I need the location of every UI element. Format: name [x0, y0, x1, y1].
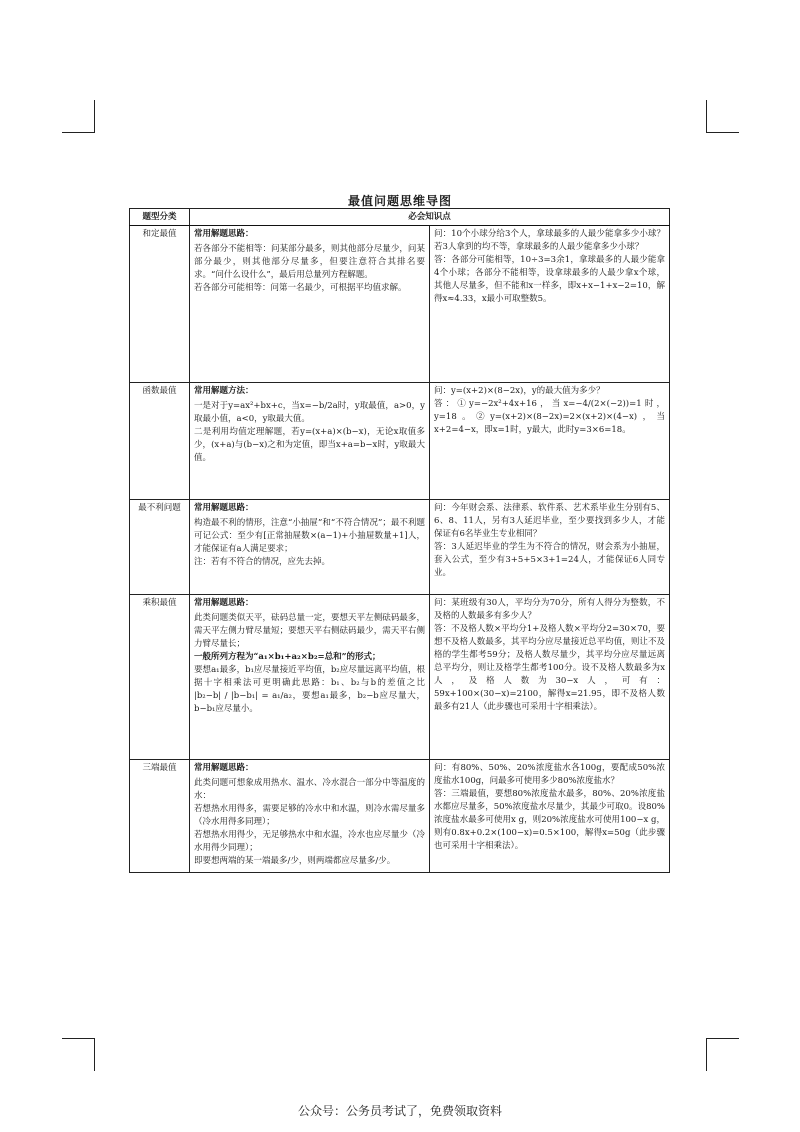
example-answer: 答：不及格人数×平均分1+及格人数×平均分2=30×70，要想不及格人数最多，其平均分应尽量接近总平均值，则让不及格的学生都考59分；及格人数尽量少，其平均分应尽量远离总平均分，则让及格学生都考100分。设不及格人数最多为x人，及格人数为30−x人，可有：59x+100×(30−x)=2100，解得x=21.95，即不及格人数最多有21人（此步骤也可采用十字相乘法）。 — [434, 624, 666, 712]
table-row — [130, 595, 670, 760]
method-line: 一是对于y=ax²+bx+c，当x=−b/2a时，y取最值，a>0，y取最小值，a<0，y取最大值。 — [194, 401, 425, 424]
method-line: 若想热水用得多，需要足够的冷水中和水温，则冷水需尽量多（冷水用得多同理）； — [194, 804, 425, 827]
crop-mark-top-left — [62, 100, 95, 133]
method-cell — [190, 226, 430, 383]
method-title: 常用解题思路： — [194, 598, 254, 608]
example-cell — [430, 500, 670, 595]
method-cell — [190, 383, 430, 500]
method-title: 常用解题思路： — [194, 229, 254, 239]
method-line: 构造最不利的情形，注意“小抽屉”和“不符合情况”；最不利题可记公式：至少有[正常抽屉数×(a−1)+小抽屉数量+1]人，才能保证有a人满足要求； — [194, 518, 425, 554]
example-question: 问：今年财会系、法律系、软件系、艺术系毕业生分别有5、6、8、11人，另有3人延迟毕业，至少要找到多少人，才能保证有6名毕业生专业相同？ — [434, 503, 666, 539]
example-cell — [430, 383, 670, 500]
example-cell — [430, 595, 670, 760]
table-row — [130, 226, 670, 383]
category-cell: 乘积最值 — [130, 595, 190, 760]
table-header-row — [130, 209, 670, 226]
method-line: 若各部分不能相等：问某部分最多，则其他部分尽量少，问某部分最少，则其他部分尽量多，但要注意符合其排名要求。“问什么设什么”，最后用总量列方程解题。 — [194, 244, 425, 280]
category-cell: 最不利问题 — [130, 500, 190, 595]
example-question: 问：y=(x+2)×(8−2x)，y的最大值为多少？ — [434, 386, 605, 396]
footer-watermark-text: 公众号：公务员考试了，免费领取资料 — [297, 1104, 502, 1118]
method-line: 即要想两端的某一端最多/少，则两端都应尽量多/少。 — [194, 856, 396, 866]
method-title: 常用解题思路： — [194, 763, 254, 773]
method-cell — [190, 500, 430, 595]
header-knowledge: 必会知识点 — [190, 209, 670, 226]
mind-map-table — [129, 208, 670, 873]
method-title: 常用解题思路： — [194, 503, 254, 513]
method-line: 要想a₁最多，b₁应尽量接近平均值，b₂应尽量远离平均值，根据十字相乘法可更明确此思路：b₁、b₂与b的差值之比 |b₂−b| / |b−b₁| = a₁/a₂，要想a₁最多，b₂−b应尽量大，b−b₁应尽量小。 — [194, 665, 425, 714]
method-line: 此类问题可想象成用热水、温水、冷水混合一部分中等温度的水： — [194, 778, 425, 801]
table-row — [130, 500, 670, 595]
example-question: 问：某班级有30人，平均分为70分，所有人得分为整数，不及格的人数最多有多少人？ — [434, 598, 666, 621]
method-cell — [190, 760, 430, 873]
table-row — [130, 760, 670, 873]
crop-mark-top-right — [706, 100, 739, 133]
example-answer: 答：3人延迟毕业的学生为不符合的情况，财会系为小抽屉，套入公式，至少有3+5+5×3+1=24人，才能保证6人同专业。 — [434, 542, 666, 578]
method-line: 若想热水用得少，无足够热水中和水温，冷水也应尽量少（冷水用得少同理）； — [194, 830, 425, 853]
method-line: 若各部分可能相等：问第一名最少，可根据平均值求解。 — [194, 283, 407, 293]
category-cell: 和定最值 — [130, 226, 190, 383]
method-line: 二是利用均值定理解题，若y=(x+a)×(b−x)，无论x取值多少，(x+a)与(b−x)之和为定值，即当x+a=b−x时，y取最大值。 — [194, 427, 425, 463]
example-cell — [430, 226, 670, 383]
category-cell: 三端最值 — [130, 760, 190, 873]
method-line: 注：若有不符合的情况，应先去掉。 — [194, 557, 331, 567]
header-category: 题型分类 — [130, 209, 190, 226]
example-question: 问：有80%、50%、20%浓度盐水各100g，要配成50%浓度盐水100g，问最多可使用多少80%浓度盐水？ — [434, 763, 666, 786]
document-title: 最值问题思维导图 — [347, 194, 452, 208]
method-title: 常用解题方法： — [194, 386, 254, 396]
example-cell — [430, 760, 670, 873]
category-cell: 函数最值 — [130, 383, 190, 500]
method-line: 此类问题类似天平，砝码总量一定，要想天平左侧砝码最多，需天平左侧力臂尽量短；要想天平右侧砝码最少，需天平右侧力臂尽量长； — [194, 613, 425, 649]
table-row — [130, 383, 670, 500]
example-answer: 答：各部分可能相等，10÷3=3余1，拿球最多的人最少能拿4个小球；各部分不能相等，设拿球最多的人最少拿x个球，其他人尽量多，但不能和x一样多，即x+x−1+x−2=10，解得x≈4.33，x最小可取整数5。 — [434, 255, 666, 304]
crop-mark-bottom-right — [706, 1038, 739, 1071]
example-answer: 答：①y=−2x²+4x+16，当x=−4/(2×(−2))=1时，y=18。②y=(x+2)×(8−2x)=2×(x+2)×(4−x)，当x+2=4−x，即x=1时，y最大，此时y=3×6=18。 — [434, 399, 666, 435]
method-cell — [190, 595, 430, 760]
example-answer: 答：三端最值，要想80%浓度盐水最多，80%、20%浓度盐水都应尽量多，50%浓度盐水尽量少，其最少可取0。设80%浓度盐水最多可使用x g，则20%浓度盐水可使用100−x g，则有0.8x+0.2×(100−x)=0.5×100，解得x=50g（此步骤也可采用十字相乘法）。 — [434, 789, 666, 851]
example-question: 问：10个小球分给3个人，拿球最多的人最少能拿多少小球？若3人拿到的均不等，拿球最多的人最少能拿多少小球？ — [434, 229, 666, 252]
crop-mark-bottom-left — [62, 1038, 95, 1071]
method-line: 一般所列方程为“a₁×b₁+a₂×b₂=总和”的形式； — [194, 652, 381, 662]
